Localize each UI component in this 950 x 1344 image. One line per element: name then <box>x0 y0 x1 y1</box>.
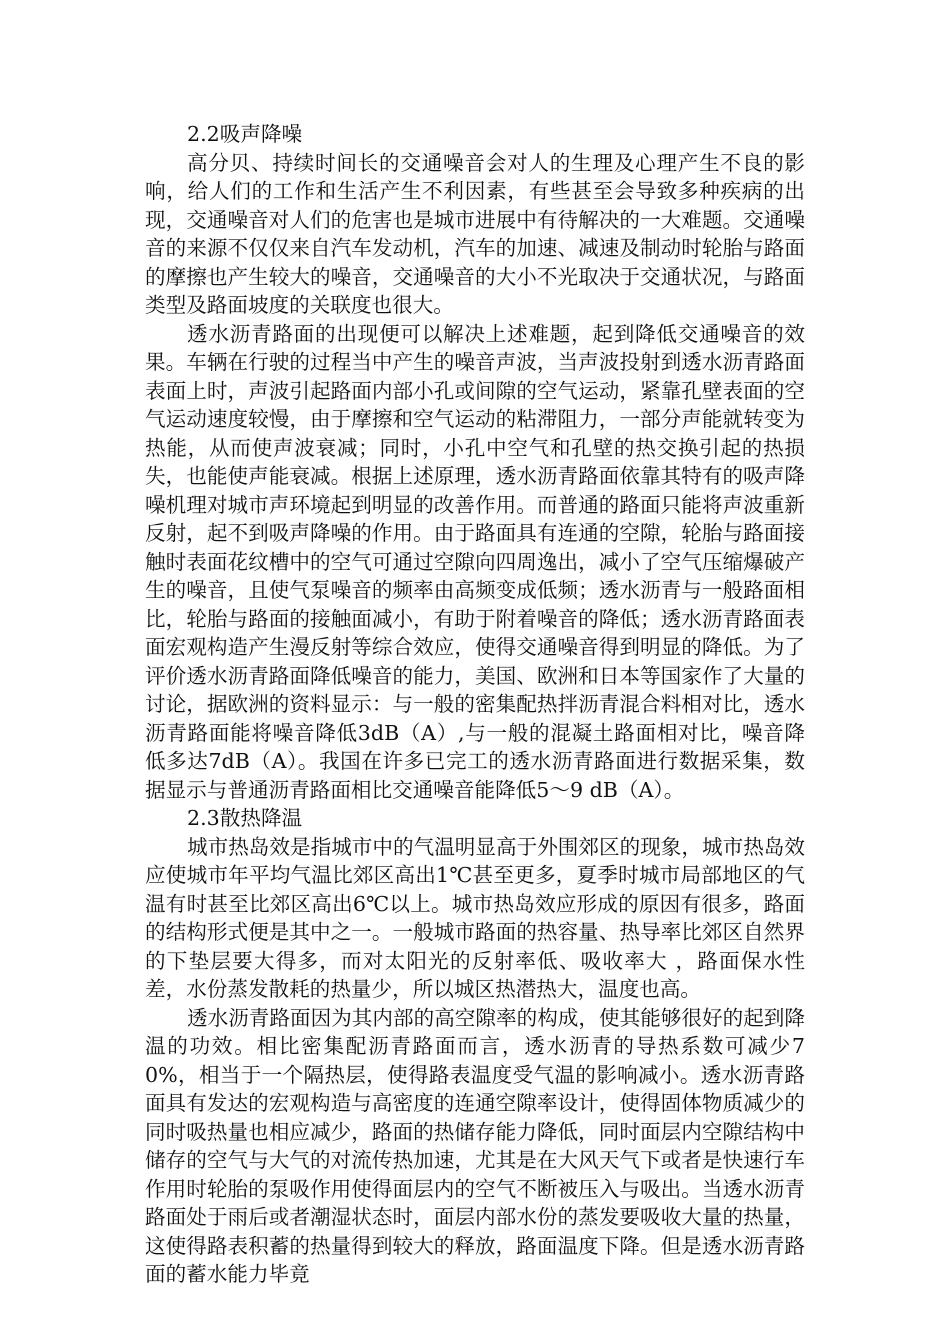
section-heading: 2.2吸声降噪 <box>187 122 303 146</box>
paragraph: 透水沥青路面的出现便可以解决上述难题，起到降低交通噪音的效果。车辆在行驶的过程当中产生的噪音声波，当声波投射到透水沥青路面表面上时，声波引起路面内部小孔或间隙的空气运动，紧靠孔壁表面的空气运动速度较慢，由于摩擦和空气运动的粘滞阻力，一部分声能就转变为热能，从而使声波衰减；同时，小孔中空气和孔壁的热交换引起的热损失，也能使声能衰减。根据上述原理，透水沥青路面依靠其特有的吸声降噪机理对城市声环境起到明显的改善作用。而普通的路面只能将声波重新反射，起不到吸声降噪的作用。由于路面具有连通的空隙，轮胎与路面接触时表面花纹槽中的空气可通过空隙向四周逸出，减小了空气压缩爆破产生的噪音，且使气泵噪音的频率由高频变成低频；透水沥青与一般路面相比，轮胎与路面的接触面减小，有助于附着噪音的降低；透水沥青路面表面宏观构造产生漫反射等综合效应，使得交通噪音得到明显的降低。为了评价透水沥青路面降低噪音的能力，美国、欧洲和日本等国家作了大量的讨论，据欧洲的资料显示：与一般的密集配热拌沥青混合料相对比，透水沥青路面能将噪音降低3dB（A）,与一般的混凝土路面相对比，噪音降低多达7dB（A）。我国在许多已完工的透水沥青路面进行数据采集，数据显示与普通沥青路面相比交通噪音能降低5～9 dB（A）。 <box>145 321 805 802</box>
section-sound-absorption <box>145 120 805 804</box>
paragraph: 高分贝、持续时间长的交通噪音会对人的生理及心理产生不良的影响，给人们的工作和生活产生不利因素，有些甚至会导致多种疾病的出现，交通噪音对人们的危害也是城市进展中有待解决的一大难题。交通噪音的来源不仅仅来自汽车发动机，汽车的加速、减速及制动时轮胎与路面的摩擦也产生较大的噪音，交通噪音的大小不光取决于交通状况，与路面类型及路面坡度的关联度也很大。 <box>145 150 805 317</box>
paragraph: 透水沥青路面因为其内部的高空隙率的构成，使其能够很好的起到降温的功效。相比密集配沥青路面而言，透水沥青的导热系数可减少70%，相当于一个隔热层，使得路表温度受气温的影响减小。透水沥青路面具有发达的宏观构造与高密度的连通空隙率设计，使得固体物质减少的同时吸热量也相应减少，路面的热储存能力降低，同时面层内空隙结构中储存的空气与大气的对流传热加速，尤其是在大风天气下或者是快速行车作用时轮胎的泵吸作用使得面层内的空气不断被压入与吸出。当透水沥青路面处于雨后或者潮湿状态时，面层内部水份的蒸发要吸收大量的热量，这使得路表积蓄的热量得到较大的释放，路面温度下降。但是透水沥青路面的蓄水能力毕竟 <box>145 1005 805 1286</box>
paragraph: 城市热岛效是指城市中的气温明显高于外围郊区的现象，城市热岛效应使城市年平均气温比郊区高出1℃甚至更多，夏季时城市局部地区的气温有时甚至比郊区高出6℃以上。城市热岛效应形成的原因有很多，路面的结构形式便是其中之一。一般城市路面的热容量、热导率比郊区自然界的下垫层要大得多，而对太阳光的反射率低、吸收率大 ，路面保水性差，水份蒸发散耗的热量少，所以城区热潜热大，温度也高。 <box>145 834 805 1001</box>
document-page <box>145 120 805 1289</box>
section-heading: 2.3散热降温 <box>187 806 303 830</box>
section-heat-dissipation <box>145 804 805 1289</box>
